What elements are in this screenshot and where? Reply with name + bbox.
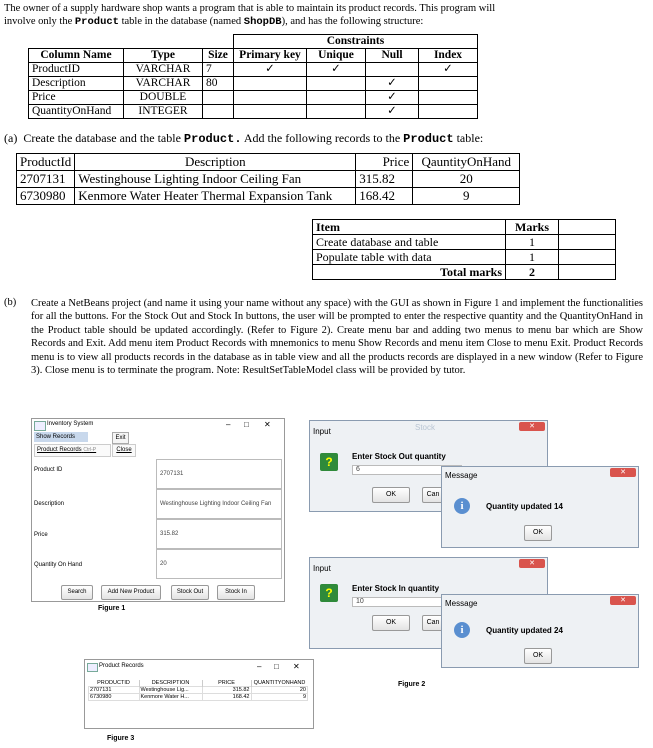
close-icon[interactable]: ✕ (519, 422, 545, 431)
message-dialog-1 (441, 466, 639, 548)
ok-button[interactable]: OK (524, 525, 552, 541)
cell: INTEGER (124, 105, 203, 119)
check-mark: ✓ (419, 63, 478, 77)
intro-text: table in the database (named (118, 16, 244, 27)
part-b-label: (b) (4, 297, 17, 308)
cell (234, 91, 307, 105)
part-a-text (4, 132, 483, 146)
grid-header: PRICE (202, 680, 251, 687)
check-mark: ✓ (366, 105, 419, 119)
shortcut-label: Ctrl-P (83, 447, 97, 453)
cell: Westinghouse Lig... (139, 687, 202, 694)
price-field[interactable]: 315.82 (156, 519, 282, 549)
intro-text: involve only the (4, 16, 75, 27)
maximize-icon[interactable]: □ (244, 420, 249, 429)
figure2-caption: Figure 2 (398, 681, 426, 688)
background-word: Stock (415, 423, 436, 432)
cell: DOUBLE (124, 91, 203, 105)
constraints-header: Constraints (234, 35, 478, 49)
ok-button[interactable]: OK (372, 487, 410, 503)
dialog-title: Message (445, 471, 478, 480)
cell: 2707131 (89, 687, 140, 694)
close-icon[interactable]: ✕ (610, 468, 636, 477)
records-grid (88, 680, 308, 701)
minimize-icon[interactable]: – (226, 420, 231, 429)
cell (559, 250, 616, 265)
figure1-caption: Figure 1 (98, 605, 126, 612)
cell: 6730980 (17, 188, 75, 205)
cell: Westinghouse Lighting Indoor Ceiling Fan (75, 171, 356, 188)
col-header: ProductId (17, 154, 75, 171)
ok-button[interactable]: OK (524, 648, 552, 664)
total-value: 2 (506, 265, 559, 280)
stock-out-prompt: Enter Stock Out quantity (352, 452, 446, 461)
structure-table (28, 34, 478, 119)
blank (29, 35, 234, 49)
table-row[interactable] (89, 687, 308, 694)
menu-item-label: Product Records (37, 447, 82, 453)
window-title: Inventory System (47, 421, 94, 427)
db-code: ShopDB (243, 16, 282, 28)
cell: 20 (413, 171, 520, 188)
cell: QuantityOnHand (29, 105, 124, 119)
table-row[interactable] (89, 694, 308, 701)
col-header: Description (75, 154, 356, 171)
table-row (29, 63, 478, 77)
col-header: Unique (307, 49, 366, 63)
cell: 168.42 (202, 694, 251, 701)
figure3-caption: Figure 3 (107, 735, 135, 742)
label-product-id: Product ID (34, 467, 63, 473)
message-text: Quantity updated 24 (486, 626, 563, 635)
question-icon: ? (320, 453, 338, 471)
stock-in-button[interactable]: Stock In (217, 585, 255, 600)
cell: 1 (506, 250, 559, 265)
cell: 20 (251, 687, 308, 694)
cell (307, 77, 366, 91)
cell (203, 105, 234, 119)
label-price: Price (34, 532, 48, 538)
message-dialog-2 (441, 594, 639, 668)
col-header: Primary key (234, 49, 307, 63)
inventory-window (31, 418, 285, 602)
cell (307, 91, 366, 105)
cell: 1 (506, 235, 559, 250)
search-button[interactable]: Search (61, 585, 93, 600)
stock-in-prompt: Enter Stock In quantity (352, 584, 440, 593)
minimize-icon[interactable]: – (257, 662, 262, 671)
col-header: Index (419, 49, 478, 63)
cancel-button[interactable]: Can (422, 487, 444, 503)
col-header: QauntityOnHand (413, 154, 520, 171)
cancel-button[interactable]: Can (422, 615, 444, 631)
question-icon: ? (320, 584, 338, 602)
cell: VARCHAR (124, 63, 203, 77)
label-quantity: Quantity On Hand (34, 562, 83, 568)
cell (559, 235, 616, 250)
table-row (17, 171, 520, 188)
add-new-product-button[interactable]: Add New Product (101, 585, 161, 600)
cell: 9 (413, 188, 520, 205)
part-a-text1: Create the database and the table (23, 131, 184, 145)
info-icon: i (454, 498, 470, 514)
description-field[interactable]: Westinghouse Lighting Indoor Ceiling Fan (156, 489, 282, 519)
message-text: Quantity updated 14 (486, 502, 563, 511)
product-code: Product (403, 132, 454, 146)
cell (559, 265, 616, 280)
records-table (16, 153, 520, 205)
window-title: Product Records (99, 663, 144, 669)
grid-header: PRODUCTID (89, 680, 140, 687)
cell (419, 91, 478, 105)
table-row (29, 91, 478, 105)
product-code: Product. (183, 132, 242, 146)
part-b-paragraph: Create a NetBeans project (and name it using your name without any space) with the GUI as shown in Figure 1 and implement the functionalities for all the buttons. For the Stock Out and Stock In buttons, the user will be prompted to enter the respective quantity and the QuantityOnHand in the Product table should be updated accordingly. (Refer to Figure 2). Create menu bar and adding two menus to menu bar which are Show Records and Exit. Add menu item Product Records with mnemonics to menu Show Records and menu item Close to menu Exit. Product Records menu is to view all products records in the database as in table view and all the products records are displayed in a new window (Refer to Figure 3). Close menu is to terminate the program. Note: ResultSetTableModel class will be provided by tutor. (31, 298, 643, 377)
table-row (29, 105, 478, 119)
cell: ProductID (29, 63, 124, 77)
check-mark: ✓ (366, 91, 419, 105)
cell: Description (29, 77, 124, 91)
check-mark: ✓ (307, 63, 366, 77)
check-mark: ✓ (366, 77, 419, 91)
cell: 315.82 (202, 687, 251, 694)
table-row (313, 250, 616, 265)
grid-header: QUANTITYONHAND (253, 680, 306, 686)
intro-line-2 (4, 15, 649, 29)
product-records-window (84, 659, 314, 729)
cell: 7 (203, 63, 234, 77)
cell (419, 105, 478, 119)
close-icon[interactable]: ✕ (264, 420, 271, 429)
product-id-field[interactable]: 2707131 (156, 459, 282, 489)
product-code: Product (74, 16, 119, 28)
cell: 9 (251, 694, 308, 701)
cell (307, 105, 366, 119)
maximize-icon[interactable]: □ (274, 662, 279, 671)
cell: VARCHAR (124, 77, 203, 91)
col-header: Item (313, 220, 506, 235)
dialog-title: Input (313, 427, 331, 436)
app-icon (87, 663, 98, 672)
stock-out-input[interactable]: 6 (352, 465, 462, 475)
label-description: Description (34, 501, 65, 507)
stock-out-button[interactable]: Stock Out (171, 585, 209, 600)
dialog-title: Input (313, 564, 331, 573)
cell: 6730980 (89, 694, 140, 701)
cell: Kenmore Water Heater Thermal Expansion Tank (75, 188, 356, 205)
close-icon[interactable]: ✕ (519, 559, 545, 568)
table-row (17, 188, 520, 205)
quantity-field[interactable]: 20 (156, 549, 282, 579)
check-mark: ✓ (234, 63, 307, 77)
intro-line-1: The owner of a supply hardware shop wants a program that is able to maintain its product records. This program will (4, 3, 496, 14)
dialog-title: Message (445, 599, 478, 608)
cell (419, 77, 478, 91)
menu-show-records[interactable]: Show Records (34, 432, 88, 442)
cell (559, 220, 616, 235)
ok-button[interactable]: OK (372, 615, 410, 631)
cell: Populate table with data (313, 250, 506, 265)
cell: 80 (203, 77, 234, 91)
col-header: Size (203, 49, 234, 63)
app-icon (34, 421, 46, 431)
part-label: (a) (4, 131, 18, 145)
cell (234, 105, 307, 119)
cell: Create database and table (313, 235, 506, 250)
part-a-text3: table: (453, 131, 484, 145)
cell (203, 91, 234, 105)
cell: 168.42 (356, 188, 413, 205)
info-icon: i (454, 622, 470, 638)
cell (234, 77, 307, 91)
intro-text: ), and has the following structure: (281, 16, 424, 27)
marks-table (312, 219, 616, 280)
table-row (29, 77, 478, 91)
grid-header: DESCRIPTION (139, 680, 202, 687)
cell: Kenmore Water H... (139, 694, 202, 701)
cell: 315.82 (356, 171, 413, 188)
table-row (313, 265, 616, 280)
col-header: Type (124, 49, 203, 63)
col-header: Price (356, 154, 413, 171)
total-label: Total marks (313, 265, 506, 280)
stock-in-input[interactable]: 10 (352, 597, 462, 607)
menu-item-product-records[interactable] (34, 444, 111, 457)
close-icon[interactable]: ✕ (293, 662, 300, 671)
col-header: Column Name (29, 49, 124, 63)
cell: Price (29, 91, 124, 105)
part-a-text2: Add the following records to the (241, 131, 404, 145)
menu-exit[interactable]: Exit (112, 432, 129, 444)
cell (366, 63, 419, 77)
col-header: Null (366, 49, 419, 63)
col-header: Marks (506, 220, 559, 235)
table-row (313, 235, 616, 250)
cell: 2707131 (17, 171, 75, 188)
close-icon[interactable]: ✕ (610, 596, 636, 605)
menu-item-close[interactable]: Close (112, 444, 136, 457)
